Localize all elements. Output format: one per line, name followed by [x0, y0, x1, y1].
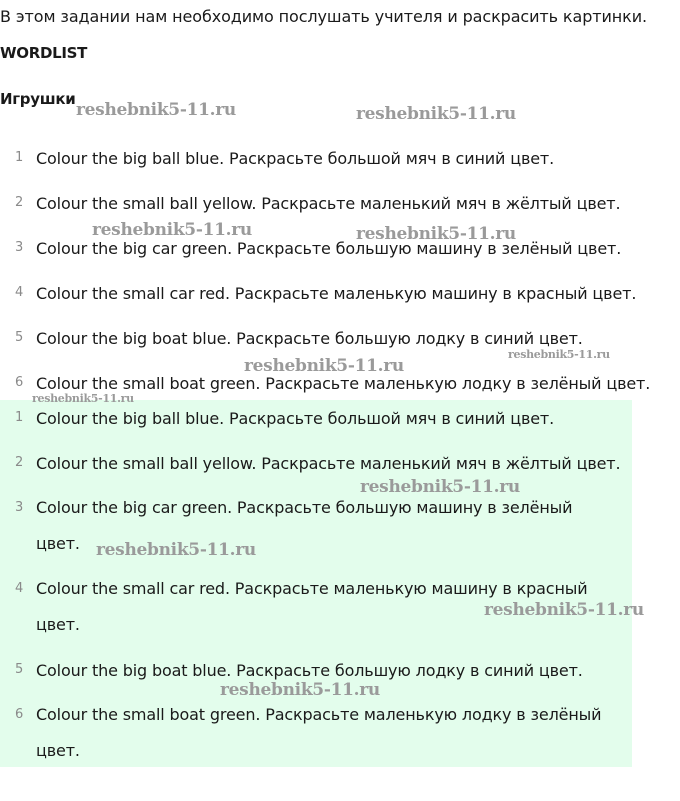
- item-number: 4: [14, 581, 24, 596]
- watermark: reshebnik5-11.ru: [96, 540, 256, 560]
- item-text: Colour the big ball blue. Раскрасьте большой мяч в синий цвет.: [36, 149, 555, 168]
- watermark: reshebnik5-11.ru: [92, 220, 252, 240]
- watermark: reshebnik5-11.ru: [244, 356, 404, 376]
- item-number: 5: [14, 330, 24, 345]
- item-number: 2: [14, 455, 24, 470]
- item-text: Colour the small car red. Раскрасьте маленькую машину в красный цвет.: [36, 579, 588, 634]
- item-number: 4: [14, 285, 24, 300]
- toys-heading: Игрушки: [0, 90, 76, 108]
- item-number: 5: [14, 662, 24, 677]
- watermark: reshebnik5-11.ru: [356, 104, 516, 124]
- item-text: Colour the small car red. Раскрасьте маленькую машину в красный цвет.: [36, 284, 637, 303]
- watermark: reshebnik5-11.ru: [32, 392, 134, 405]
- watermark: reshebnik5-11.ru: [508, 348, 610, 361]
- item-text: Colour the big boat blue. Раскрасьте большую лодку в синий цвет.: [36, 661, 583, 680]
- item-text: Colour the small ball yellow. Раскрасьте маленький мяч в жёлтый цвет.: [36, 454, 621, 473]
- watermark: reshebnik5-11.ru: [76, 100, 236, 120]
- item-number: 6: [14, 707, 24, 722]
- item-number: 1: [14, 410, 24, 425]
- watermark: reshebnik5-11.ru: [360, 477, 520, 497]
- item-number: 2: [14, 195, 24, 210]
- item-text: Colour the small boat green. Раскрасьте маленькую лодку в зелёный цвет.: [36, 374, 651, 393]
- watermark: reshebnik5-11.ru: [484, 600, 644, 620]
- item-number: 1: [14, 150, 24, 165]
- wordlist-heading: WORDLIST: [0, 44, 88, 62]
- item-number: 6: [14, 375, 24, 390]
- item-text: Colour the big ball blue. Раскрасьте большой мяч в синий цвет.: [36, 409, 555, 428]
- item-text: Colour the big car green. Раскрасьте большую машину в зелёный цвет.: [36, 498, 573, 553]
- watermark: reshebnik5-11.ru: [356, 224, 516, 244]
- item-text: Colour the small boat green. Раскрасьте маленькую лодку в зелёный цвет.: [36, 705, 602, 760]
- item-number: 3: [14, 500, 24, 515]
- item-text: Colour the big car green. Раскрасьте большую машину в зелёный цвет.: [36, 239, 622, 258]
- item-text: Colour the small ball yellow. Раскрасьте маленький мяч в жёлтый цвет.: [36, 194, 621, 213]
- item-text: Colour the big boat blue. Раскрасьте большую лодку в синий цвет.: [36, 329, 583, 348]
- item-number: 3: [14, 240, 24, 255]
- watermark: reshebnik5-11.ru: [220, 680, 380, 700]
- intro-text: В этом задании нам необходимо послушать учителя и раскрасить картинки.: [0, 7, 647, 26]
